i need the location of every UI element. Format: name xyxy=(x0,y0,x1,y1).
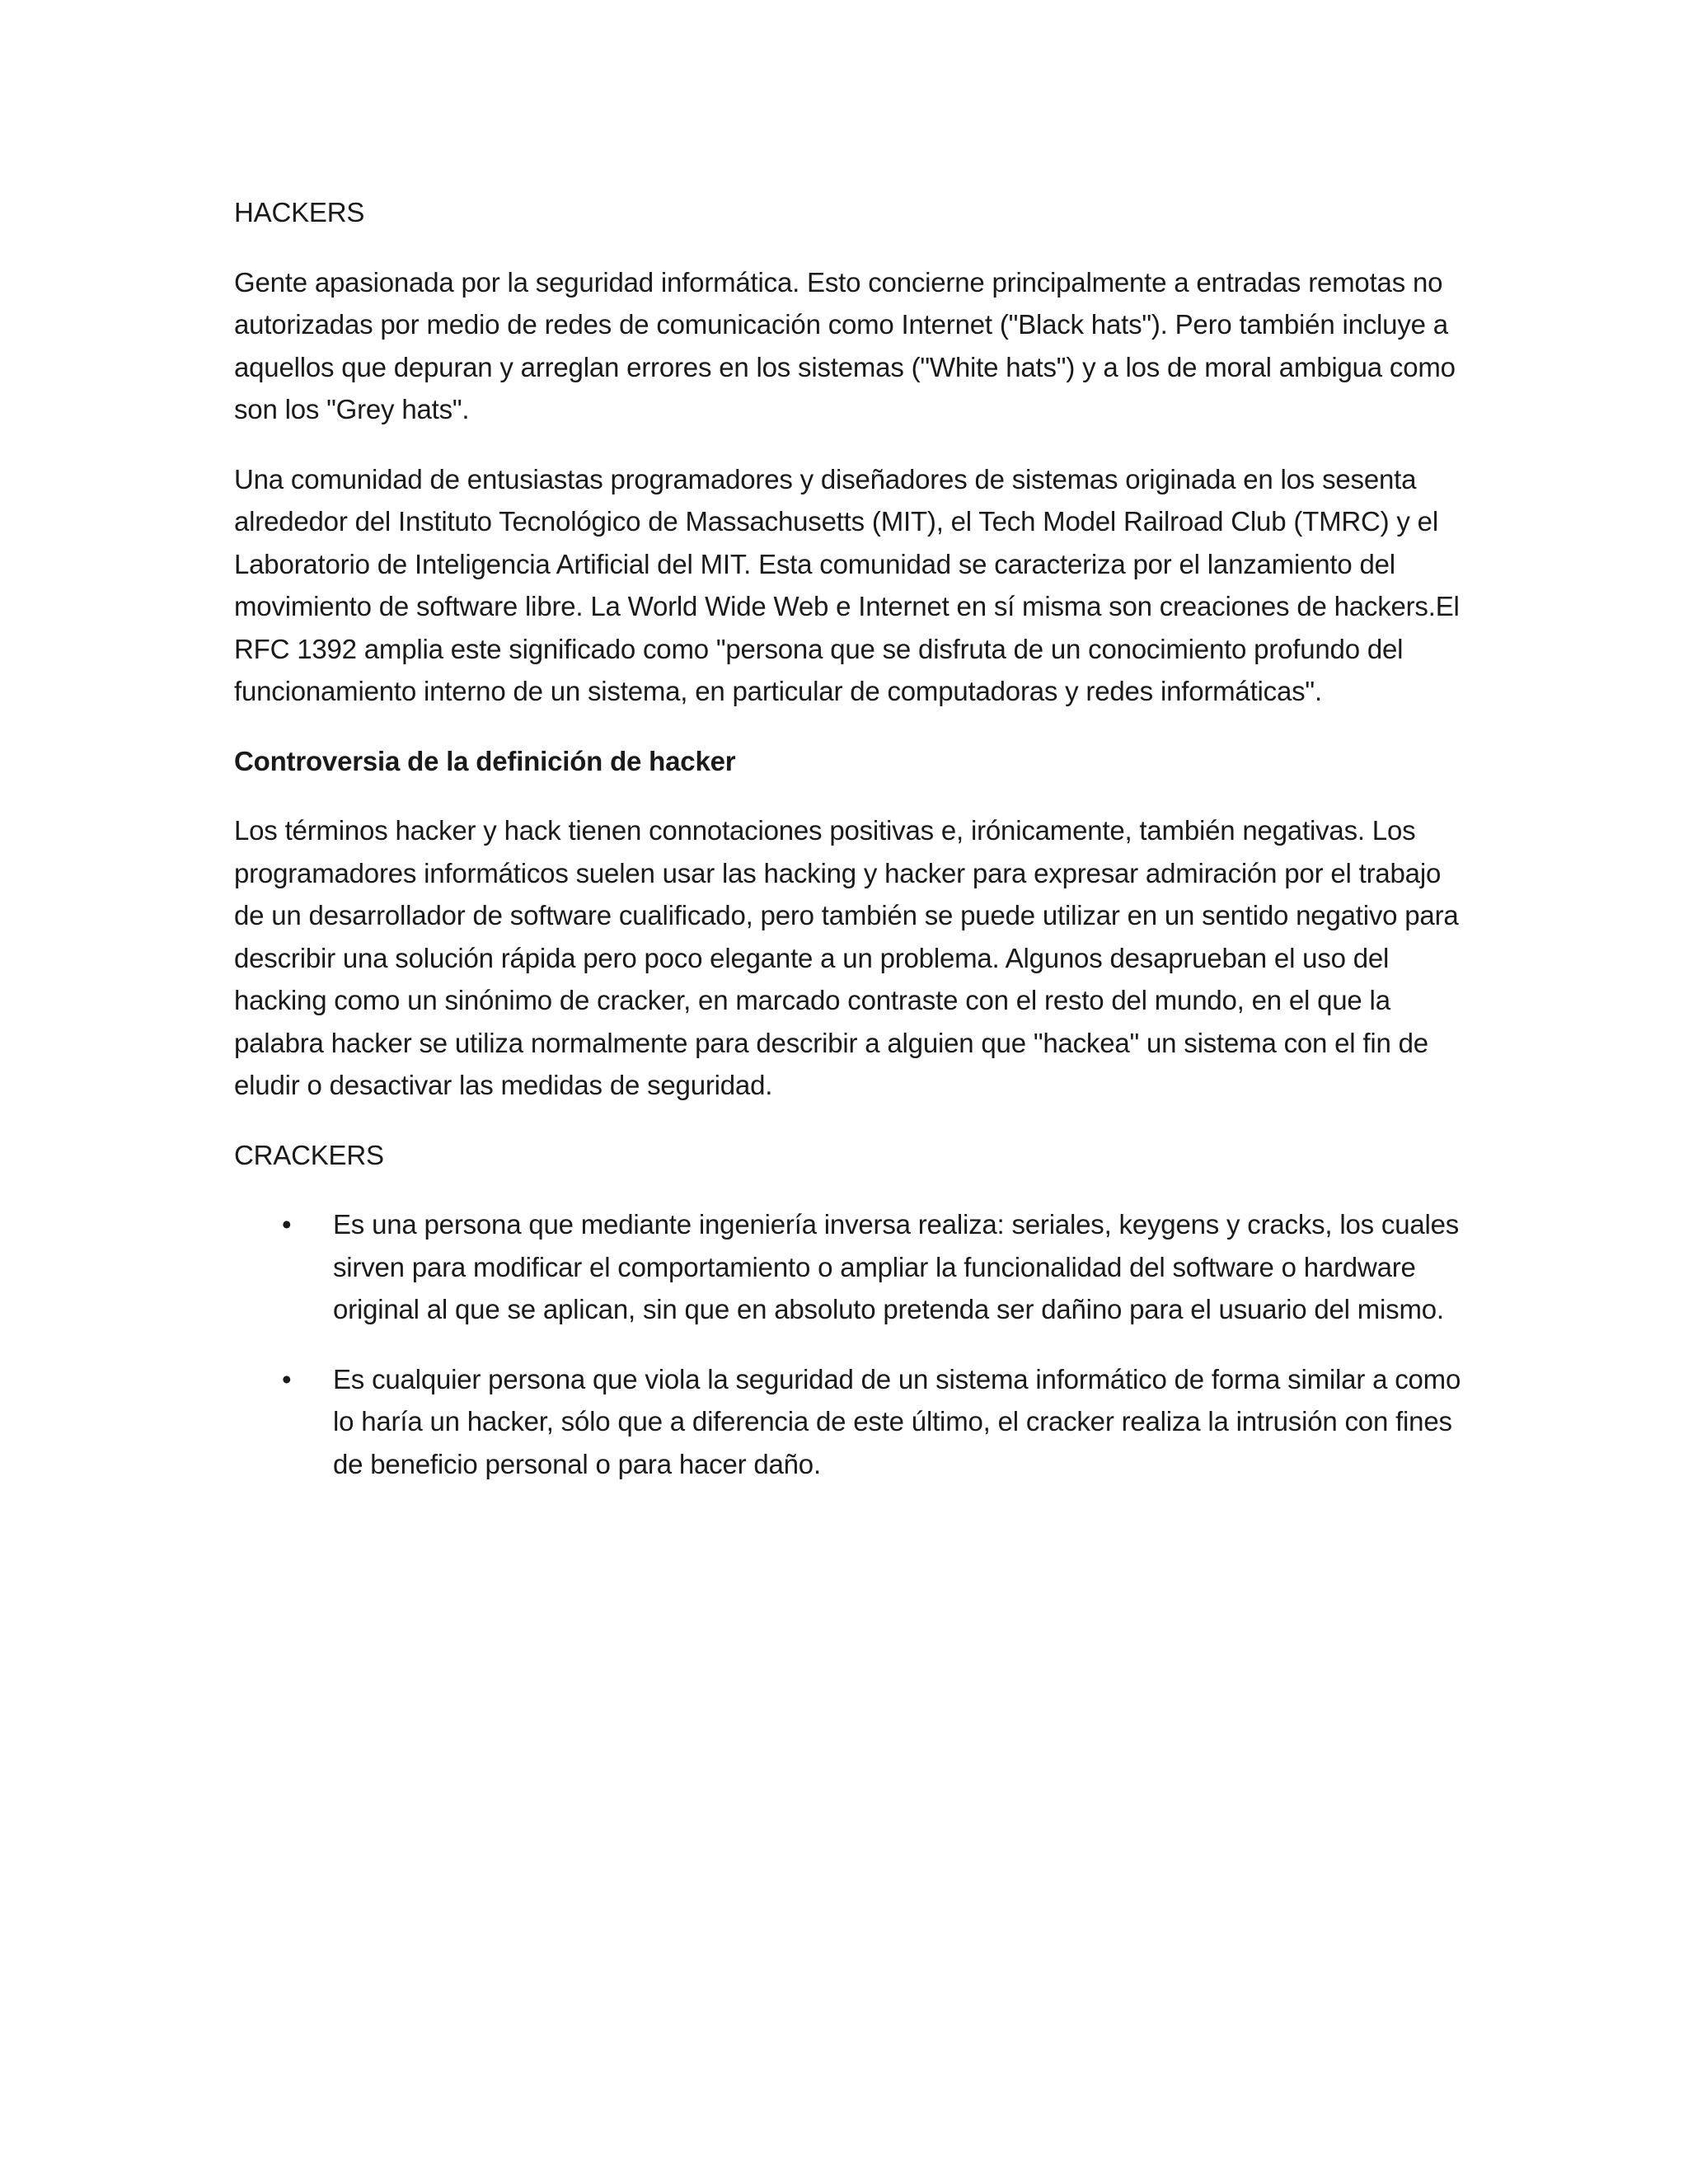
bullet-icon: • xyxy=(282,1209,292,1240)
document-body xyxy=(234,191,1470,1512)
paragraph-hackers-definition: Gente apasionada por la seguridad informática. Esto concierne principalmente a entradas remotas no autorizadas por medio de redes de comunicación como Internet ("Black hats"). Pero también incluye a aquellos que depuran y arreglan errores en los sistemas ("White hats") y a los de moral ambigua como son los "Grey hats". xyxy=(234,266,1456,424)
section-heading-crackers: CRACKERS xyxy=(234,1139,384,1170)
paragraph-controversia: Los términos hacker y hack tienen connotaciones positivas e, irónicamente, también negativas. Los programadores informáticos suelen usar las hacking y hacker para expresar admiración por el trabajo de un desarrollador de software cualificado, pero también se puede utilizar en un sentido negativo para describir una solución rápida pero poco elegante a un problema. Algunos desaprueban el uso del hacking como un sinónimo de cracker, en marcado contraste con el resto del mundo, en el que la palabra hacker se utiliza normalmente para describir a alguien que "hackea" un sistema con el fin de eludir o desactivar las medidas de seguridad. xyxy=(234,815,1459,1100)
subheading-controversia: Controversia de la definición de hacker xyxy=(234,745,736,776)
list-item xyxy=(234,1203,1470,1331)
section-heading-hackers: HACKERS xyxy=(234,197,365,227)
crackers-bullet-list xyxy=(234,1203,1470,1485)
list-item xyxy=(234,1358,1470,1486)
list-item-text: Es cualquier persona que viola la seguridad de un sistema informático de forma similar a como lo haría un hacker, sólo que a diferencia de este último, el cracker realiza la intrusión con fines de beneficio personal o para hacer daño. xyxy=(333,1363,1461,1479)
paragraph-hacker-community: Una comunidad de entusiastas programadores y diseñadores de sistemas originada en los sesenta alrededor del Instituto Tecnológico de Massachusetts (MIT), el Tech Model Railroad Club (TMRC) y el Laboratorio de Inteligencia Artificial del MIT. Esta comunidad se caracteriza por el lanzamiento del movimiento de software libre. La World Wide Web e Internet en sí misma son creaciones de hackers.El RFC 1392 amplia este significado como "persona que se disfruta de un conocimiento profundo del funcionamiento interno de un sistema, en particular de computadoras y redes informáticas". xyxy=(234,463,1460,706)
list-item-text: Es una persona que mediante ingeniería inversa realiza: seriales, keygens y cracks, los cuales sirven para modificar el comportamiento o ampliar la funcionalidad del software o hardware original al que se aplican, sin que en absoluto pretenda ser dañino para el usuario del mismo. xyxy=(333,1209,1460,1324)
bullet-icon: • xyxy=(282,1363,292,1394)
